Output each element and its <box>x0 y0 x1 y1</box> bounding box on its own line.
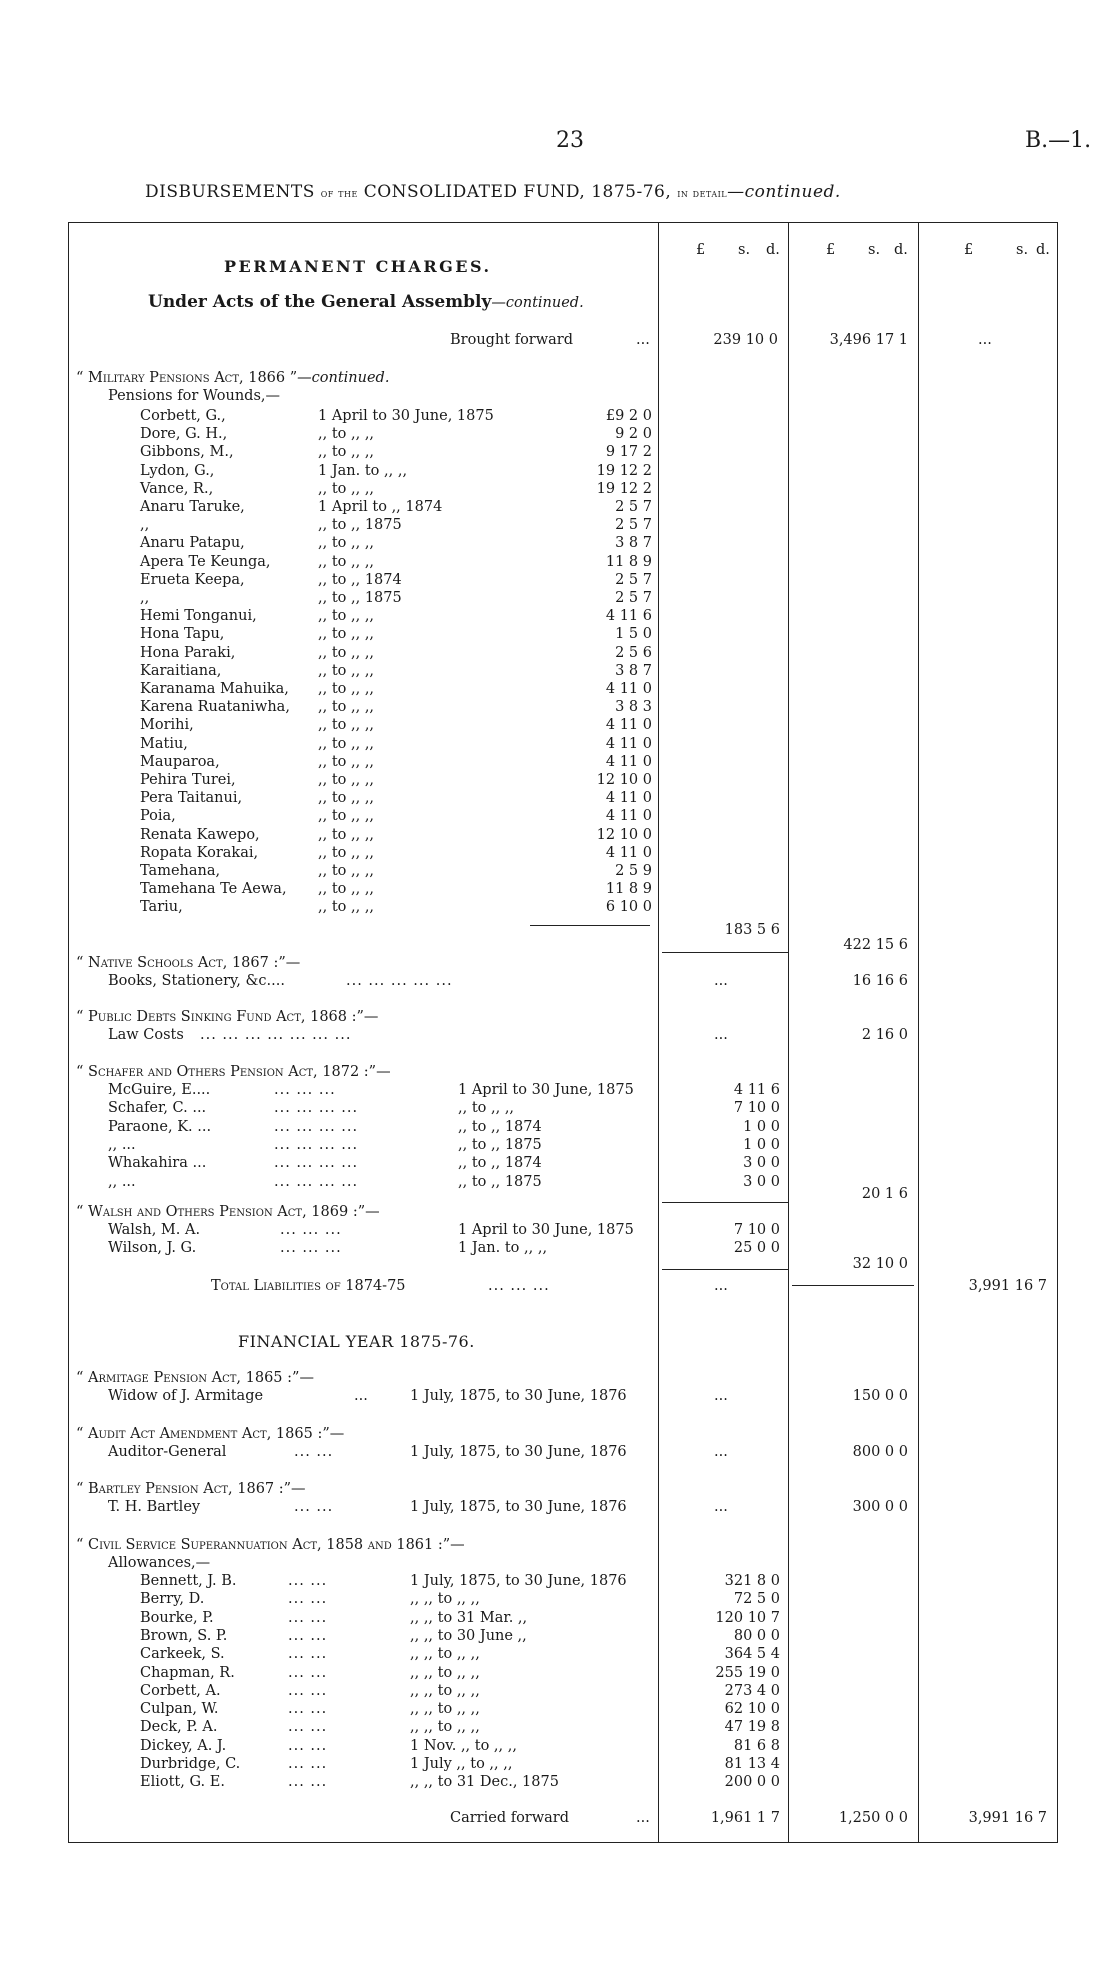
pension-amount: 25 0 0 <box>733 1240 780 1257</box>
allowance-period: 1 July, 1875, to 30 June, 1876 <box>410 1573 627 1589</box>
pension-amount: 6 10 0 <box>605 899 652 916</box>
pension-amount: 12 10 0 <box>596 826 652 843</box>
audit-dots: ... ... <box>294 1444 334 1460</box>
walsh-act: “ Walsh and Others Pension Act, 1869 :”— <box>76 1204 380 1220</box>
pension-period: ,, to ,, ,, <box>318 535 375 552</box>
allowance-name: Culpan, W. <box>140 1701 219 1718</box>
pension-amount: 1 0 0 <box>743 1118 780 1135</box>
pension-dots: ... ... ... ... <box>274 1155 359 1172</box>
total-liabilities-label: Total Liabilities of 1874-75 <box>211 1278 406 1294</box>
pension-name: Wilson, J. G. <box>108 1240 197 1257</box>
page-title <box>145 182 841 202</box>
pension-name: Hona Paraki, <box>140 644 236 661</box>
pension-amount: 4 11 0 <box>605 808 652 825</box>
native-schools-item: Books, Stationery, &c.... <box>108 973 285 989</box>
pension-amount: 1 5 0 <box>615 626 652 643</box>
schafer-col-rule <box>662 1202 788 1203</box>
allowance-period: ,, ,, to ,, ,, <box>410 1664 480 1681</box>
walsh-total: 32 10 0 <box>852 1256 908 1272</box>
pension-amount: 2 5 7 <box>615 517 652 534</box>
brought-forward-c2: 3,496 17 1 <box>829 332 908 348</box>
armitage-period: 1 July, 1875, to 30 June, 1876 <box>410 1388 627 1404</box>
pension-period: ,, to ,, ,, <box>318 772 375 788</box>
armitage-dots: ... <box>354 1388 368 1404</box>
pension-period: ,, to ,, ,, <box>318 444 375 461</box>
sinking-fund-c2: 2 16 0 <box>861 1027 908 1043</box>
allowance-period: ,, ,, to ,, ,, <box>410 1682 480 1699</box>
total-liabilities-c3: 3,991 16 7 <box>968 1278 1047 1294</box>
title-in-detail: in detail <box>677 186 728 200</box>
col2-pound-header: £ <box>826 242 836 258</box>
allowance-dots: ... ... <box>288 1646 328 1663</box>
pension-period: ,, to ,, 1874 <box>458 1155 542 1172</box>
pension-amount: 2 5 6 <box>615 644 652 661</box>
allowance-dots: ... ... <box>288 1756 328 1772</box>
allowance-dots: ... ... <box>288 1591 328 1608</box>
pension-amount: 11 8 9 <box>605 553 652 570</box>
allowance-period: ,, ,, to ,, ,, <box>410 1701 480 1718</box>
pension-amount: 3 0 0 <box>743 1173 780 1190</box>
allowance-dots: ... ... <box>288 1664 328 1681</box>
total-liabilities-dots: ... ... ... <box>488 1278 550 1294</box>
allowance-dots: ... ... <box>288 1774 328 1791</box>
audit-item: Auditor-General <box>108 1444 227 1460</box>
allowance-dots: ... ... <box>288 1719 328 1736</box>
allowance-name: Carkeek, S. <box>140 1646 225 1663</box>
native-schools-dots: ... ... ... ... ... <box>346 973 453 989</box>
allowance-period: 1 Nov. ,, to ,, ,, <box>410 1737 517 1754</box>
allowance-amount: 120 10 7 <box>715 1609 780 1626</box>
pension-name: Tariu, <box>140 899 183 916</box>
pension-period: ,, to ,, ,, <box>318 699 375 716</box>
sinking-fund-act: “ Public Debts Sinking Fund Act, 1868 :”— <box>76 1009 379 1025</box>
armitage-act: “ Armitage Pension Act, 1865 :”— <box>76 1370 314 1386</box>
armitage-c1: ... <box>714 1388 728 1404</box>
brought-forward-c1: 239 10 0 <box>713 332 778 348</box>
pension-name: Whakahira ... <box>108 1155 207 1172</box>
pension-period: ,, to ,, 1874 <box>318 571 402 588</box>
pension-period: ,, to ,, 1875 <box>318 590 402 606</box>
pension-name: Anaru Patapu, <box>140 535 245 552</box>
allowance-dots: ... ... <box>288 1682 328 1699</box>
bartley-item: T. H. Bartley <box>108 1499 201 1515</box>
bartley-period: 1 July, 1875, to 30 June, 1876 <box>410 1499 627 1515</box>
pension-dots: ... ... ... ... <box>274 1118 359 1135</box>
pension-period: ,, to ,, ,, <box>318 426 375 443</box>
pension-period: 1 Jan. to ,, ,, <box>318 462 408 479</box>
allowance-period: 1 July ,, to ,, ,, <box>410 1756 513 1772</box>
pension-amount: 2 5 7 <box>615 571 652 588</box>
pension-amount: 9 17 2 <box>605 444 652 461</box>
pension-period: ,, to ,, ,, <box>318 480 375 497</box>
pension-name: Schafer, C. ... <box>108 1100 207 1117</box>
pension-period: 1 Jan. to ,, ,, <box>458 1240 548 1257</box>
audit-c2: 800 0 0 <box>852 1444 908 1460</box>
pension-amount: 7 10 0 <box>733 1100 780 1117</box>
pension-amount: 2 5 9 <box>615 863 652 879</box>
pension-name: Karaitiana, <box>140 662 222 679</box>
pension-name: Karena Ruataniwha, <box>140 699 290 716</box>
pension-name: Dore, G. H., <box>140 426 228 443</box>
pension-amount: 4 11 0 <box>605 844 652 861</box>
allowance-period: ,, ,, to ,, ,, <box>410 1719 480 1736</box>
col2-rule <box>788 222 789 1842</box>
audit-period: 1 July, 1875, to 30 June, 1876 <box>410 1444 627 1460</box>
pension-period: ,, to ,, ,, <box>318 826 375 843</box>
pension-amount: 7 10 0 <box>733 1222 780 1238</box>
pension-name: Hona Tapu, <box>140 626 225 643</box>
brought-forward-label: Brought forward <box>450 332 574 348</box>
military-act-title: “ Military Pensions Act, 1866 ”—continued. <box>76 370 390 386</box>
pension-name: ,, <box>140 517 150 534</box>
pension-name: Corbett, G., <box>140 408 226 424</box>
carried-forward-c3: 3,991 16 7 <box>968 1810 1047 1826</box>
page-number: 23 <box>556 128 584 153</box>
allowance-period: ,, ,, to 31 Mar. ,, <box>410 1609 528 1626</box>
pension-amount: 4 11 0 <box>605 717 652 734</box>
allowance-amount: 62 10 0 <box>724 1701 780 1718</box>
allowance-period: ,, ,, to 31 Dec., 1875 <box>410 1774 559 1791</box>
pension-dots: ... ... ... ... <box>274 1100 359 1117</box>
allowance-name: Corbett, A. <box>140 1682 221 1699</box>
pension-name: Ropata Korakai, <box>140 844 259 861</box>
pension-dots: ... ... ... <box>280 1222 342 1238</box>
carried-forward-label: Carried forward <box>450 1810 570 1826</box>
allowance-period: ,, ,, to ,, ,, <box>410 1646 480 1663</box>
col2-s-header: s. <box>868 242 881 258</box>
pension-amount: 1 0 0 <box>743 1136 780 1153</box>
pension-amount: 2 5 7 <box>615 590 652 606</box>
table-bottom-rule <box>68 1842 1058 1843</box>
pension-period: ,, to ,, ,, <box>318 735 375 752</box>
allowance-amount: 200 0 0 <box>724 1774 780 1791</box>
military-sum-rule <box>530 925 650 926</box>
allowance-amount: 80 0 0 <box>733 1627 780 1644</box>
pension-name: Matiu, <box>140 735 188 752</box>
col3-rule <box>918 222 919 1842</box>
allowance-amount: 255 19 0 <box>715 1664 780 1681</box>
pension-period: ,, to ,, ,, <box>318 681 375 697</box>
bartley-c1: ... <box>714 1499 728 1515</box>
pension-period: ,, to ,, ,, <box>318 844 375 861</box>
bartley-c2: 300 0 0 <box>852 1499 908 1515</box>
pension-name: Erueta Keepa, <box>140 571 245 588</box>
pension-name: Hemi Tonganui, <box>140 608 257 625</box>
allowance-period: ,, ,, to 30 June ,, <box>410 1627 527 1644</box>
allowance-period: ,, ,, to ,, ,, <box>410 1591 480 1608</box>
title-part-b: CONSOLIDATED FUND, 1875-76, <box>363 182 672 202</box>
audit-c1: ... <box>714 1444 728 1460</box>
pension-name: Pera Taitanui, <box>140 790 243 807</box>
pension-dots: ... ... ... <box>274 1082 336 1098</box>
allowance-amount: 273 4 0 <box>724 1682 780 1699</box>
pension-amount: 4 11 6 <box>733 1082 780 1098</box>
pension-amount: 19 12 2 <box>596 462 652 479</box>
pension-amount: 19 12 2 <box>596 480 652 497</box>
pension-period: 1 April to 30 June, 1875 <box>318 408 494 424</box>
schafer-total: 20 1 6 <box>861 1186 908 1202</box>
pension-amount: 3 0 0 <box>743 1155 780 1172</box>
allowance-name: Bourke, P. <box>140 1609 214 1626</box>
pension-period: ,, to ,, 1875 <box>458 1136 542 1153</box>
allowance-amount: 81 6 8 <box>733 1737 780 1754</box>
col1-s-header: s. <box>738 242 751 258</box>
allowance-amount: 72 5 0 <box>733 1591 780 1608</box>
allowance-dots: ... ... <box>288 1627 328 1644</box>
table-top-rule <box>68 222 1058 223</box>
allowance-dots: ... ... <box>288 1609 328 1626</box>
pension-amount: 2 5 7 <box>615 499 652 515</box>
military-total: 422 15 6 <box>843 937 908 953</box>
military-subtotal: 183 5 6 <box>724 922 780 938</box>
audit-act: “ Audit Act Amendment Act, 1865 :”— <box>76 1426 345 1442</box>
title-of-the: of the <box>320 186 358 200</box>
walsh-col-rule <box>662 1269 788 1270</box>
pension-dots: ... ... ... ... <box>274 1173 359 1190</box>
pension-period: ,, to ,, ,, <box>318 608 375 625</box>
pension-name: Walsh, M. A. <box>108 1222 201 1238</box>
pension-amount: 4 11 0 <box>605 790 652 807</box>
allowance-dots: ... ... <box>288 1573 328 1589</box>
civil-subheading: Allowances,— <box>108 1555 211 1571</box>
col3-s-header: s. <box>1016 242 1029 258</box>
col3-d-header: d. <box>1036 242 1050 258</box>
carried-forward-dots: ... <box>636 1810 650 1826</box>
armitage-item: Widow of J. Armitage <box>108 1388 264 1404</box>
allowance-dots: ... ... <box>288 1737 328 1754</box>
title-part-a: DISBURSEMENTS <box>145 182 315 202</box>
pension-name: Renata Kawepo, <box>140 826 260 843</box>
pension-period: ,, to ,, ,, <box>318 626 375 643</box>
allowance-name: Dickey, A. J. <box>140 1737 227 1754</box>
native-schools-act: “ Native Schools Act, 1867 :”— <box>76 955 301 971</box>
document-code: B.—1. <box>1025 128 1092 153</box>
sinking-fund-dots: ... ... ... ... ... ... ... <box>200 1027 352 1043</box>
native-schools-c2: 16 16 6 <box>852 973 908 989</box>
pension-name: Anaru Taruke, <box>140 499 245 515</box>
pension-period: ,, to ,, ,, <box>318 753 375 770</box>
total-liabilities-c1: ... <box>714 1278 728 1294</box>
pension-name: McGuire, E.... <box>108 1082 211 1098</box>
sinking-fund-c1: ... <box>714 1027 728 1043</box>
allowance-name: Durbridge, C. <box>140 1756 241 1772</box>
pension-period: 1 April to 30 June, 1875 <box>458 1082 634 1098</box>
pension-amount: 4 11 0 <box>605 753 652 770</box>
allowance-amount: 364 5 4 <box>724 1646 780 1663</box>
allowance-name: Chapman, R. <box>140 1664 235 1681</box>
pension-name: Pehira Turei, <box>140 772 236 788</box>
financial-year-heading: FINANCIAL YEAR 1875-76. <box>238 1332 475 1351</box>
pension-dots: ... ... ... ... <box>274 1136 359 1153</box>
pension-name: ,, ... <box>108 1173 136 1190</box>
allowance-name: Eliott, G. E. <box>140 1774 225 1791</box>
military-subheading: Pensions for Wounds,— <box>108 388 281 404</box>
pension-amount: 3 8 7 <box>615 535 652 552</box>
pension-period: 1 April to 30 June, 1875 <box>458 1222 634 1238</box>
pension-period: ,, to ,, ,, <box>318 899 375 916</box>
allowance-dots: ... ... <box>288 1701 328 1718</box>
pension-period: ,, to ,, ,, <box>318 808 375 825</box>
pension-period: ,, to ,, ,, <box>318 662 375 679</box>
pension-name: Poia, <box>140 808 176 825</box>
pension-name: ,, <box>140 590 150 606</box>
col1-rule <box>658 222 659 1842</box>
pension-period: ,, to ,, ,, <box>318 553 375 570</box>
pension-period: ,, to ,, 1874 <box>458 1118 542 1135</box>
pension-period: ,, to ,, 1875 <box>458 1173 542 1190</box>
pension-name: Apera Te Keunga, <box>140 553 271 570</box>
pension-name: Vance, R., <box>140 480 214 497</box>
pension-name: Lydon, G., <box>140 462 215 479</box>
pension-name: Karanama Mahuika, <box>140 681 289 697</box>
pension-dots: ... ... ... <box>280 1240 342 1257</box>
col3-pound-header: £ <box>964 242 974 258</box>
bartley-act: “ Bartley Pension Act, 1867 :”— <box>76 1481 306 1497</box>
pension-amount: 3 8 3 <box>615 699 652 716</box>
accounts-table <box>68 222 1058 1842</box>
allowance-name: Berry, D. <box>140 1591 205 1608</box>
pension-amount: 11 8 9 <box>605 881 652 898</box>
pension-period: ,, to ,, ,, <box>318 863 375 879</box>
allowance-name: Brown, S. P. <box>140 1627 228 1644</box>
allowance-amount: 81 13 4 <box>724 1756 780 1772</box>
bartley-dots: ... ... <box>294 1499 334 1515</box>
allowance-amount: 47 19 8 <box>724 1719 780 1736</box>
pension-amount: 4 11 0 <box>605 681 652 697</box>
section-subheading: Under Acts of the General Assembly—continued. <box>148 292 584 312</box>
pension-name: Paraone, K. ... <box>108 1118 212 1135</box>
pension-amount: 9 2 0 <box>615 426 652 443</box>
pension-period: 1 April to ,, 1874 <box>318 499 443 515</box>
allowance-name: Bennett, J. B. <box>140 1573 237 1589</box>
table-left-rule <box>68 222 69 1842</box>
pension-period: ,, to ,, ,, <box>458 1100 515 1117</box>
pension-amount: 4 11 6 <box>605 608 652 625</box>
brought-forward-dots: ... <box>636 332 650 348</box>
sinking-fund-item: Law Costs <box>108 1027 184 1043</box>
pension-name: Morihi, <box>140 717 194 734</box>
native-schools-c1: ... <box>714 973 728 989</box>
section-heading: PERMANENT CHARGES. <box>224 257 492 276</box>
brought-forward-c3: ... <box>978 332 992 348</box>
pension-period: ,, to ,, 1875 <box>318 517 402 534</box>
carried-forward-c2: 1,250 0 0 <box>838 1810 908 1826</box>
armitage-c2: 150 0 0 <box>852 1388 908 1404</box>
pension-name: Mauparoa, <box>140 753 220 770</box>
pension-amount: 4 11 0 <box>605 735 652 752</box>
pension-name: ,, ... <box>108 1136 136 1153</box>
military-col-rule <box>662 952 788 953</box>
allowance-amount: 321 8 0 <box>724 1573 780 1589</box>
pension-period: ,, to ,, ,, <box>318 717 375 734</box>
pension-amount: 12 10 0 <box>596 772 652 788</box>
col2-d-header: d. <box>894 242 908 258</box>
title-continued: —continued. <box>727 182 841 202</box>
pension-amount: £9 2 0 <box>605 408 652 424</box>
schafer-act: “ Schafer and Others Pension Act, 1872 :”— <box>76 1064 391 1080</box>
col1-pound-header: £ <box>696 242 706 258</box>
pension-name: Tamehana, <box>140 863 221 879</box>
pension-name: Gibbons, M., <box>140 444 234 461</box>
pension-name: Tamehana Te Aewa, <box>140 881 287 898</box>
col1-d-header: d. <box>766 242 780 258</box>
pension-period: ,, to ,, ,, <box>318 790 375 807</box>
allowance-name: Deck, P. A. <box>140 1719 218 1736</box>
table-right-rule <box>1057 222 1058 1842</box>
pension-period: ,, to ,, ,, <box>318 881 375 898</box>
pension-period: ,, to ,, ,, <box>318 644 375 661</box>
carried-forward-c1: 1,961 1 7 <box>710 1810 780 1826</box>
pension-amount: 3 8 7 <box>615 662 652 679</box>
civil-act: “ Civil Service Superannuation Act, 1858 and 1861 :”— <box>76 1537 465 1553</box>
liabilities-col2-rule <box>792 1285 914 1286</box>
